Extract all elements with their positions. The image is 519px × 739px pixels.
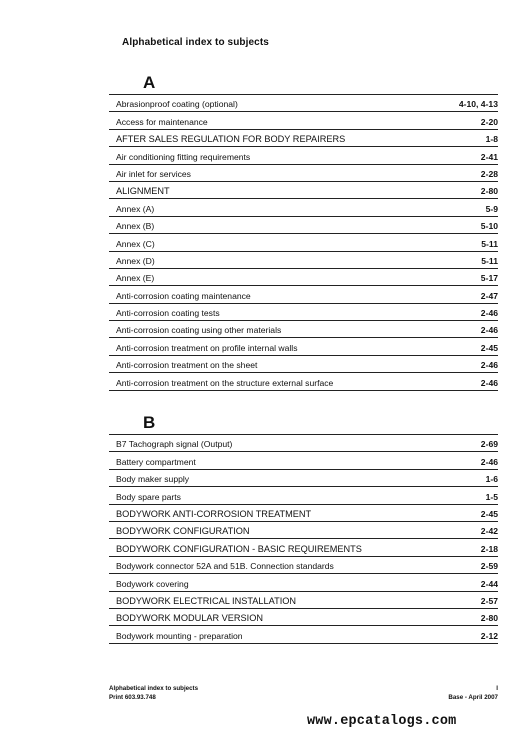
entry-page-ref: 5-10: [480, 221, 498, 232]
index-entry: [109, 199, 498, 216]
entry-subject: AFTER SALES REGULATION FOR BODY REPAIRERS: [116, 134, 346, 145]
index-entry: [109, 95, 498, 112]
index-entry: [109, 452, 498, 469]
entry-page-ref: 1-8: [485, 134, 498, 145]
index-entry: [109, 217, 498, 234]
index-entry: [109, 234, 498, 251]
entry-page-ref: 2-69: [480, 439, 498, 450]
entry-page-ref: 2-47: [480, 290, 498, 301]
index-entry: [109, 539, 498, 556]
entry-subject: Annex (C): [116, 238, 155, 249]
entry-page-ref: 2-42: [480, 526, 498, 537]
entry-subject: BODYWORK ELECTRICAL INSTALLATION: [116, 595, 297, 606]
entry-page-ref: 2-57: [480, 595, 498, 606]
entry-page-ref: 1-6: [485, 474, 498, 485]
index-entry: [109, 286, 498, 303]
page-footer: [109, 684, 498, 702]
entry-page-ref: 5-9: [485, 203, 498, 214]
index-entry: [109, 304, 498, 321]
index-entry: [109, 112, 498, 129]
entry-page-ref: 2-45: [480, 508, 498, 519]
entry-page-ref: 2-46: [480, 308, 498, 319]
entry-page-ref: 2-45: [480, 342, 498, 353]
entry-subject: BODYWORK ANTI-CORROSION TREATMENT: [116, 508, 312, 519]
index-entry: [109, 252, 498, 269]
entry-subject: Battery compartment: [116, 456, 196, 467]
entry-page-ref: 2-41: [480, 151, 498, 162]
watermark-url: www.epcatalogs.com: [307, 714, 457, 729]
entry-page-ref: 2-59: [480, 561, 498, 572]
entry-subject: Annex (E): [116, 273, 155, 284]
entry-subject: Anti-corrosion coating maintenance: [116, 290, 251, 301]
index-entry: [109, 182, 498, 199]
entry-page-ref: 2-20: [480, 116, 498, 127]
entry-subject: BODYWORK CONFIGURATION: [116, 526, 250, 537]
entry-page-ref: 5-17: [480, 273, 498, 284]
entry-subject: Bodywork mounting - preparation: [116, 630, 243, 641]
index-entry: [109, 487, 498, 504]
index-entry: [109, 626, 498, 643]
entry-page-ref: 2-80: [480, 613, 498, 624]
entry-page-ref: 5-11: [481, 255, 498, 266]
index-section-b: [109, 412, 498, 644]
entry-subject: Annex (A): [116, 203, 155, 214]
index-entry: [109, 505, 498, 522]
entry-page-ref: 2-46: [480, 377, 498, 388]
entry-page-ref: 2-44: [480, 578, 498, 589]
entry-subject: Anti-corrosion coating using other materials: [116, 325, 282, 336]
index-entry: [109, 321, 498, 338]
section-letter: A: [143, 73, 156, 92]
entry-subject: Abrasionproof coating (optional): [116, 99, 238, 110]
index-entry: [109, 470, 498, 487]
entry-page-ref: 2-46: [480, 325, 498, 336]
entry-subject: BODYWORK MODULAR VERSION: [116, 613, 264, 624]
index-entry: [109, 522, 498, 539]
index-entry: [109, 338, 498, 355]
entry-subject: BODYWORK CONFIGURATION - BASIC REQUIREMENTS: [116, 543, 362, 554]
section-letter: B: [143, 413, 156, 432]
entry-subject: Body maker supply: [116, 474, 190, 485]
index-section-a: [109, 72, 498, 391]
entry-page-ref: 2-80: [480, 186, 498, 197]
entry-subject: Bodywork connector 52A and 51B. Connection standards: [116, 561, 334, 572]
entry-subject: Annex (B): [116, 221, 155, 232]
index-list: [109, 434, 498, 644]
index-entry: [109, 147, 498, 164]
page-title: Alphabetical index to subjects: [122, 37, 269, 48]
entry-page-ref: 4-10, 4-13: [458, 99, 498, 110]
index-entry: [109, 269, 498, 286]
entry-subject: Anti-corrosion treatment on profile internal walls: [116, 342, 298, 353]
entry-subject: ALIGNMENT: [116, 186, 170, 197]
entry-subject: Air conditioning fitting requirements: [116, 151, 251, 162]
index-entry: [109, 356, 498, 373]
entry-page-ref: 1-5: [485, 491, 498, 502]
index-entry: [109, 165, 498, 182]
entry-subject: Anti-corrosion treatment on the sheet: [116, 360, 258, 371]
entry-subject: Body spare parts: [116, 491, 181, 502]
index-entry: [109, 574, 498, 591]
index-entry: [109, 373, 498, 390]
entry-subject: Anti-corrosion treatment on the structure external surface: [116, 377, 334, 388]
entry-page-ref: 2-46: [480, 456, 498, 467]
entry-subject: Anti-corrosion coating tests: [116, 308, 220, 319]
entry-subject: Bodywork covering: [116, 578, 189, 589]
footer-edition: Base - April 2007: [448, 694, 498, 701]
entry-page-ref: 2-18: [480, 543, 498, 554]
entry-subject: Air inlet for services: [116, 168, 191, 179]
footer-page-number: I: [496, 685, 498, 692]
footer-print-code: Print 603.93.748: [109, 694, 156, 701]
index-entry: [109, 609, 498, 626]
entry-subject: Access for maintenance: [116, 116, 208, 127]
entry-page-ref: 5-11: [481, 238, 498, 249]
entry-page-ref: 2-46: [480, 360, 498, 371]
entry-page-ref: 2-12: [480, 630, 498, 641]
index-entry: [109, 557, 498, 574]
index-entry: [109, 130, 498, 147]
entry-subject: Annex (D): [116, 255, 155, 266]
index-entry: [109, 592, 498, 609]
entry-subject: B7 Tachograph signal (Output): [116, 439, 233, 450]
index-list: [109, 94, 498, 391]
entry-page-ref: 2-28: [480, 168, 498, 179]
index-entry: [109, 435, 498, 452]
footer-section-title: Alphabetical index to subjects: [109, 685, 199, 692]
